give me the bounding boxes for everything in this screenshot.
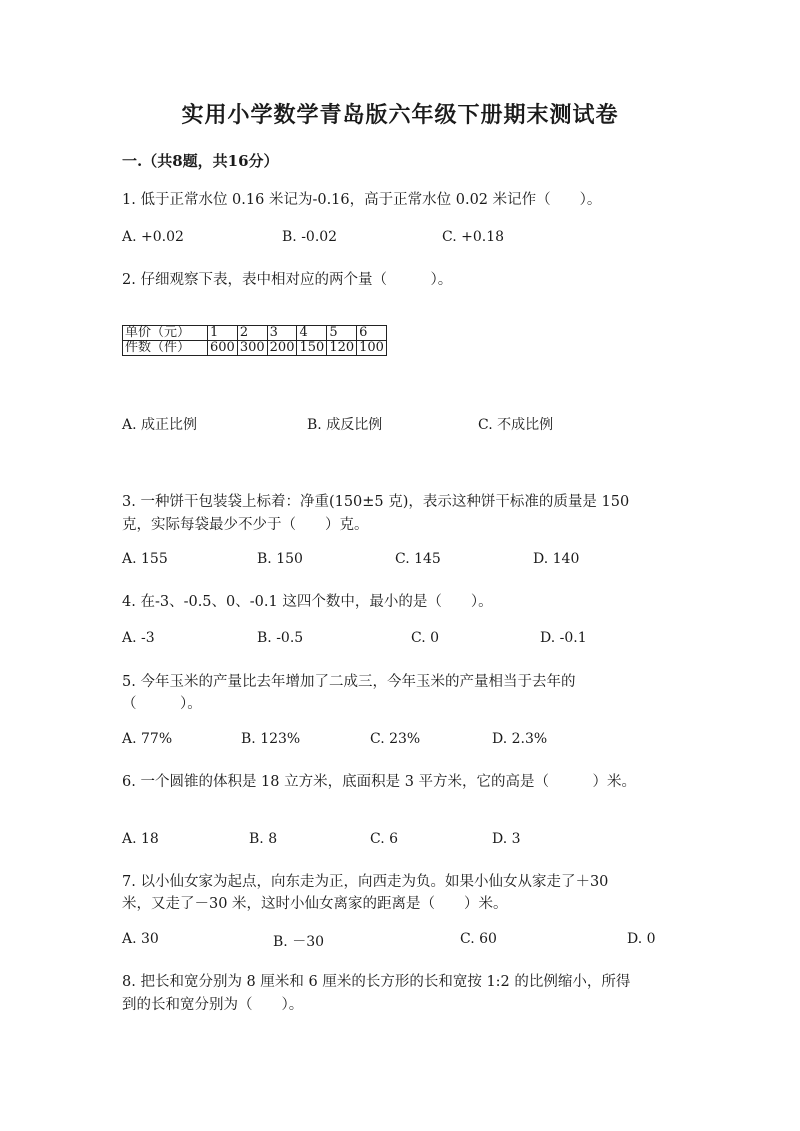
q7-option-d: D. 0 (627, 931, 656, 947)
q5-option-c: C. 23% (370, 731, 421, 747)
table-cell: 单价（元） (123, 326, 208, 341)
question-6: 6. 一个圆锥的体积是 18 立方米，底面积是 3 平方米，它的高是（ ）米。 (122, 774, 637, 790)
table-cell: 600 (208, 341, 238, 356)
q7-option-a: A. 30 (122, 931, 159, 947)
table-cell: 120 (327, 341, 357, 356)
table-cell: 件数（件） (123, 341, 208, 356)
q6-option-c: C. 6 (370, 831, 399, 847)
question-5-line-1: 5. 今年玉米的产量比去年增加了二成三，今年玉米的产量相当于去年的 (122, 674, 576, 690)
table-cell: 300 (237, 341, 267, 356)
q7-option-c: C. 60 (460, 931, 497, 947)
q4-option-a: A. -3 (122, 630, 155, 646)
table-cell: 4 (297, 326, 327, 341)
table-cell: 1 (208, 326, 238, 341)
question-2: 2. 仔细观察下表，表中相对应的两个量（ ）。 (122, 272, 453, 288)
question-3-line-1: 3. 一种饼干包装袋上标着：净重(150±5 克)，表示这种饼干标准的质量是 150 (122, 494, 630, 510)
question-5-line-2: （ ）。 (122, 696, 202, 712)
table-cell: 100 (357, 341, 387, 356)
question-1: 1. 低于正常水位 0.16 米记为-0.16，高于正常水位 0.02 米记作（ ）。 (122, 192, 602, 208)
q4-option-c: C. 0 (411, 630, 440, 646)
price-quantity-table (122, 325, 387, 356)
q5-option-b: B. 123% (241, 731, 301, 747)
q1-option-b: B. -0.02 (282, 229, 338, 245)
exam-title: 实用小学数学青岛版六年级下册期末测试卷 (181, 102, 619, 128)
q6-option-a: A. 18 (122, 831, 159, 847)
table-cell: 150 (297, 341, 327, 356)
table-row (123, 341, 387, 356)
question-8-line-1: 8. 把长和宽分别为 8 厘米和 6 厘米的长方形的长和宽按 1:2 的比例缩小，所得 (122, 974, 631, 990)
table-row (123, 326, 387, 341)
table-cell: 200 (267, 341, 297, 356)
q3-option-d: D. 140 (533, 551, 580, 567)
q1-option-c: C. +0.18 (442, 229, 505, 245)
q2-option-a: A. 成正比例 (122, 417, 198, 433)
question-7-line-2: 米，又走了－30 米，这时小仙女离家的距离是（ ）米。 (122, 896, 508, 912)
question-4: 4. 在-3、-0.5、0、-0.1 这四个数中，最小的是（ ）。 (122, 594, 493, 610)
q1-option-a: A. +0.02 (122, 229, 184, 245)
table-cell: 3 (267, 326, 297, 341)
q7-option-b: B. －30 (273, 934, 325, 950)
q2-option-c: C. 不成比例 (478, 417, 554, 433)
q6-option-b: B. 8 (249, 831, 278, 847)
q3-option-c: C. 145 (395, 551, 441, 567)
q6-option-d: D. 3 (492, 831, 521, 847)
q4-option-b: B. -0.5 (257, 630, 304, 646)
q4-option-d: D. -0.1 (540, 630, 587, 646)
table-cell: 5 (327, 326, 357, 341)
q3-option-a: A. 155 (122, 551, 168, 567)
q2-option-b: B. 成反比例 (307, 417, 383, 433)
q5-option-d: D. 2.3% (492, 731, 548, 747)
table-cell: 2 (237, 326, 267, 341)
question-8-line-2: 到的长和宽分别为（ ）。 (122, 997, 304, 1013)
question-7-line-1: 7. 以小仙女家为起点，向东走为正，向西走为负。如果小仙女从家走了＋30 (122, 874, 609, 890)
section-heading: 一.（共8题，共16分） (122, 152, 279, 170)
question-3-line-2: 克，实际每袋最少不少于（ ）克。 (122, 517, 369, 533)
q3-option-b: B. 150 (257, 551, 303, 567)
table-cell: 6 (357, 326, 387, 341)
q5-option-a: A. 77% (122, 731, 173, 747)
